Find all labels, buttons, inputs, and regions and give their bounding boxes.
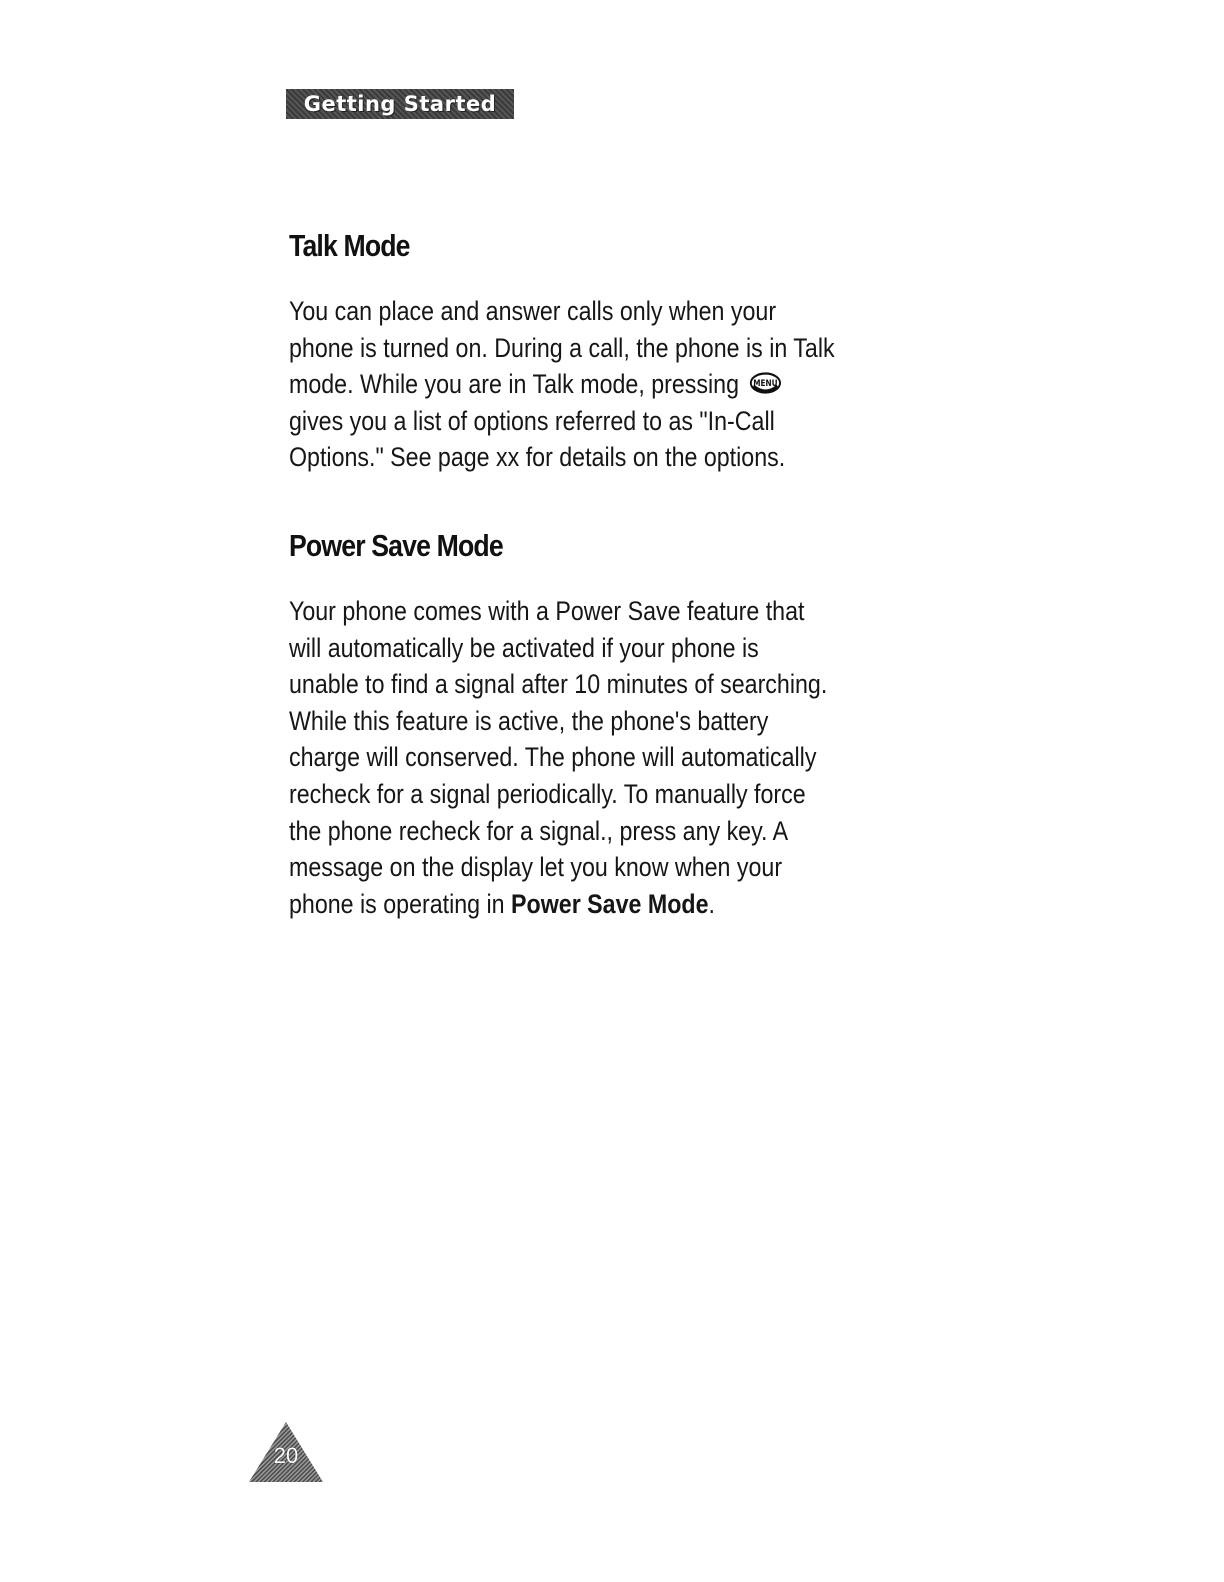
paragraph-line: Options." See page xx for details on the options.: [289, 442, 786, 473]
paragraph-line: phone is turned on. During a call, the phone is in Talk: [289, 332, 835, 363]
paragraph-line: gives you a list of options referred to as "In-Call: [289, 405, 775, 436]
power-save-mode-paragraph: [289, 593, 891, 922]
paragraph-line: [289, 366, 891, 403]
paragraph-line: charge will conserved. The phone will automatically: [289, 742, 817, 773]
paragraph-line: the phone recheck for a signal., press any key. A: [289, 815, 789, 846]
page-number: 20: [273, 1443, 299, 1468]
paragraph-line: recheck for a signal periodically. To manually force: [289, 778, 806, 809]
menu-key-label: MENU: [753, 378, 778, 389]
talk-mode-paragraph: [289, 293, 891, 476]
paragraph-line: You can place and answer calls only when your: [289, 296, 777, 326]
section-tab: [286, 89, 514, 119]
paragraph-line: unable to find a signal after 10 minutes of searching.: [289, 669, 828, 700]
paragraph-line-text: mode. While you are in Talk mode, pressing: [289, 369, 740, 400]
paragraph-line: will automatically be activated if your phone is: [289, 632, 759, 663]
talk-mode-heading: Talk Mode: [289, 228, 410, 263]
power-save-mode-heading: Power Save Mode: [289, 528, 503, 563]
paragraph-line-suffix: .: [708, 888, 715, 919]
menu-key-icon: [749, 372, 782, 394]
power-save-mode-term: Power Save Mode: [511, 888, 709, 919]
paragraph-line: While this feature is active, the phone's battery: [289, 705, 769, 736]
section-tab-label: Getting Started: [303, 92, 497, 116]
paragraph-line: [289, 886, 891, 923]
paragraph-line: message on the display let you know when your: [289, 852, 783, 883]
paragraph-line: Your phone comes with a Power Save feature that: [289, 596, 805, 626]
paragraph-line-text: phone is operating in: [289, 888, 512, 919]
